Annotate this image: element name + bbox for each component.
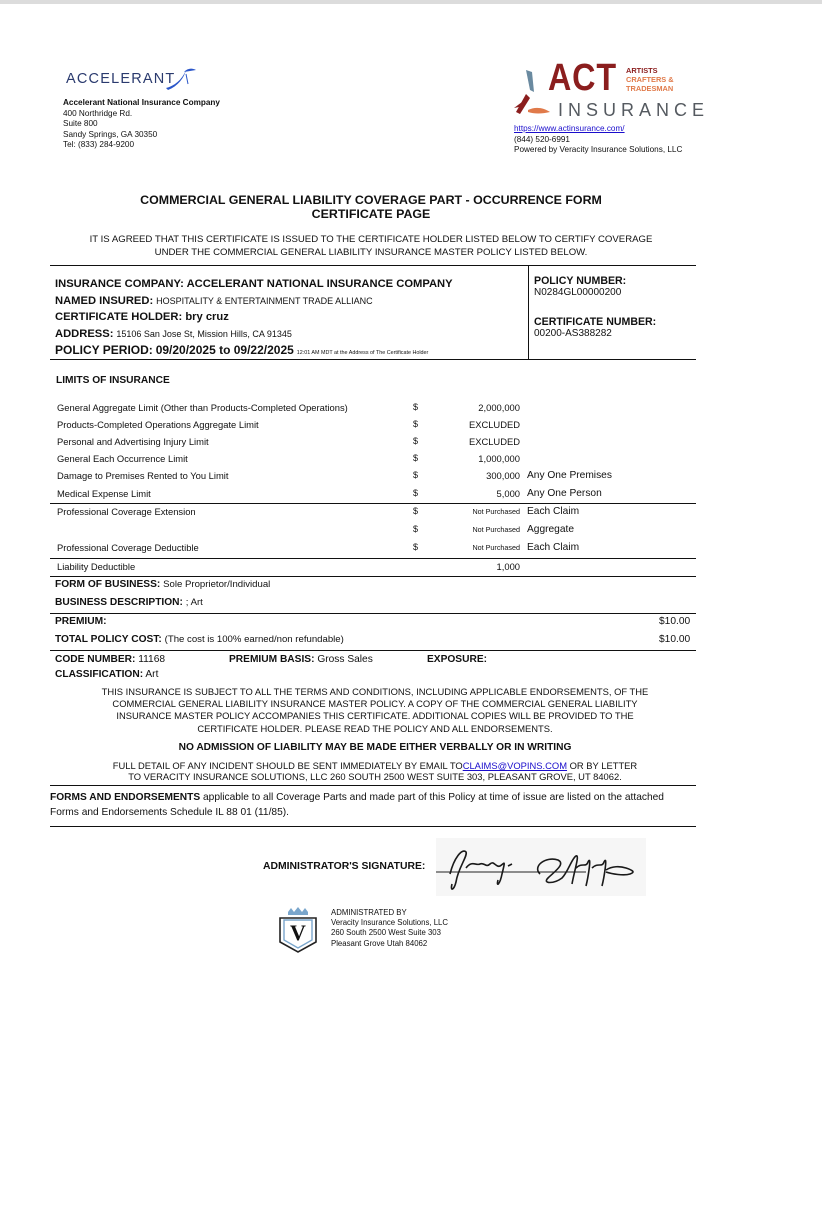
policy-period-value: 09/20/2025 to 09/22/2025: [155, 343, 294, 357]
act-logo-sub: INSURANCE: [558, 100, 710, 120]
classification-value: Art: [145, 669, 159, 680]
veracity-logo-letter: V: [290, 920, 306, 945]
limit-value: EXCLUDED: [468, 436, 520, 447]
insurance-company-row: [55, 276, 453, 293]
currency-symbol: $: [413, 470, 419, 480]
form-of-business-row: [55, 576, 270, 594]
forms-label: FORMS AND ENDORSEMENTS: [50, 792, 201, 803]
administrator-block: [331, 908, 448, 949]
business-description-row: [55, 594, 203, 612]
limit-value: 300,000: [486, 470, 520, 481]
insurer-address-line2: Suite 800: [63, 119, 98, 129]
limit-value: Not Purchased: [472, 543, 520, 552]
code-number-label: CODE NUMBER:: [55, 654, 136, 665]
limit-suffix: Each Claim: [527, 506, 580, 517]
disclaimer-line: THIS INSURANCE IS SUBJECT TO ALL THE TERMS AND CONDITIONS, INCLUDING APPLICABLE ENDORSEMENTS, OF THE: [101, 686, 649, 697]
address-label: ADDRESS:: [55, 327, 114, 340]
liability-deductible-value: 1,000: [496, 561, 520, 572]
limit-row: [57, 416, 697, 433]
limit-label: Products-Completed Operations Aggregate Limit: [57, 419, 259, 430]
divider: [50, 265, 696, 266]
divider: [50, 785, 696, 786]
professional-row: [57, 503, 697, 520]
administrator-address1: 260 South 2500 West Suite 303: [331, 928, 441, 938]
address-row: [55, 326, 453, 343]
premium-row: [55, 613, 695, 631]
agreement-text: [50, 234, 692, 259]
insurance-company-value: ACCELERANT NATIONAL INSURANCE COMPANY: [186, 278, 453, 290]
divider: [50, 359, 696, 360]
currency-symbol: $: [413, 453, 419, 463]
limit-value: EXCLUDED: [468, 419, 520, 430]
limits-heading: LIMITS OF INSURANCE: [56, 375, 170, 386]
policy-number-label: POLICY NUMBER:: [534, 275, 627, 287]
disclaimer-line: INSURANCE MASTER POLICY ACCOMPANIES THIS CERTIFICATE. ADDITIONAL COPIES WILL BE PROVIDED TO THE: [116, 710, 634, 722]
limit-label: Professional Coverage Extension: [57, 506, 196, 517]
act-brush-icon: [512, 68, 552, 118]
limit-row: [57, 450, 697, 467]
professional-row: [57, 539, 697, 556]
currency-symbol: $: [413, 488, 419, 498]
forms-endorsements-text: [50, 791, 690, 820]
classification-label: CLASSIFICATION:: [55, 669, 144, 680]
act-logo-main: ACT: [548, 57, 617, 99]
insurer-address-block: [63, 98, 220, 151]
policy-info-left: [55, 276, 453, 359]
liability-deductible-label: Liability Deductible: [57, 561, 136, 572]
currency-symbol: $: [413, 436, 419, 446]
policy-info-right: [534, 275, 656, 340]
act-tag3: TRADESMAN: [626, 84, 674, 93]
certificate-holder-value: bry cruz: [185, 311, 229, 323]
act-insurance-logo: [512, 57, 710, 124]
incident-text-post: OR BY LETTER: [567, 760, 638, 771]
code-number-value: 11168: [138, 654, 166, 665]
limit-value: 1,000,000: [478, 453, 520, 464]
premium-value: $10.00: [659, 616, 691, 627]
policy-number-value: N0284GL00000200: [534, 287, 622, 298]
policy-period-row: [55, 342, 453, 359]
business-description-label: BUSINESS DESCRIPTION:: [55, 597, 183, 608]
certificate-number-label: CERTIFICATE NUMBER:: [534, 316, 657, 328]
administrator-address2: Pleasant Grove Utah 84062: [331, 938, 428, 948]
exposure-row: [427, 651, 487, 669]
total-cost-row: [55, 631, 695, 649]
address-value: 15106 San Jose St, Mission Hills, CA 91345: [116, 328, 292, 339]
title-line2: CERTIFICATE PAGE: [311, 207, 431, 221]
act-tag2: CRAFTERS &: [626, 75, 674, 84]
incident-reporting-text: [55, 761, 695, 782]
form-of-business-label: FORM OF BUSINESS:: [55, 579, 161, 590]
named-insured-label: NAMED INSURED:: [55, 294, 154, 307]
total-cost-value: $10.00: [659, 634, 691, 645]
certificate-holder-row: [55, 309, 453, 326]
total-cost-label: TOTAL POLICY COST:: [55, 634, 162, 645]
insurer-address-line1: 400 Northridge Rd.: [63, 108, 133, 118]
no-admission-notice: NO ADMISSION OF LIABILITY MAY BE MADE EITHER VERBALLY OR IN WRITING: [178, 742, 572, 753]
insurer-phone: Tel: (833) 284-9200: [63, 140, 135, 150]
liability-deductible-row: [57, 558, 697, 575]
classification-row: [55, 666, 158, 684]
currency-symbol: $: [413, 419, 419, 429]
limit-row: [57, 467, 697, 484]
agency-website-link[interactable]: https://www.actinsurance.com/: [514, 124, 625, 133]
accelerant-logo-text: ACCELERANT: [66, 71, 176, 87]
certificate-holder-label: CERTIFICATE HOLDER:: [55, 311, 183, 323]
form-of-business-value: Sole Proprietor/Individual: [163, 579, 271, 590]
administrator-name: Veracity Insurance Solutions, LLC: [331, 918, 449, 928]
currency-symbol: $: [413, 506, 419, 516]
act-tag1: ARTISTS: [626, 66, 658, 75]
limit-value: Not Purchased: [472, 525, 520, 534]
policy-period-label: POLICY PERIOD:: [55, 343, 153, 357]
document-title: [50, 193, 692, 221]
accelerant-logo: [66, 70, 196, 98]
limit-value: Not Purchased: [472, 507, 520, 516]
bird-icon: [164, 66, 198, 92]
limit-label: General Each Occurrence Limit: [57, 453, 188, 464]
limit-label: Medical Expense Limit: [57, 488, 151, 499]
disclaimer-text: [55, 686, 695, 735]
total-cost-note: (The cost is 100% earned/non refundable): [164, 634, 344, 645]
certificate-number-value: 00200-AS388282: [534, 328, 612, 339]
limit-label: General Aggregate Limit (Other than Products-Completed Operations): [57, 402, 348, 413]
claims-email-link[interactable]: CLAIMS@VOPINS.COM: [462, 760, 568, 771]
premium-label: PREMIUM:: [55, 616, 107, 627]
forms-text: applicable to all Coverage Parts and made part of this Policy at time of issue are listed on the attached Forms and Endorsements Schedule IL 88 01 (11/85).: [50, 792, 664, 818]
signature-label: ADMINISTRATOR'S SIGNATURE:: [263, 861, 426, 872]
premium-basis-value: Gross Sales: [317, 654, 373, 665]
administrator-heading: ADMINISTRATED BY: [331, 908, 407, 917]
limit-label: Personal and Advertising Injury Limit: [57, 436, 209, 447]
insurance-company-label: INSURANCE COMPANY:: [55, 278, 184, 290]
divider: [50, 826, 696, 827]
limit-row: [57, 399, 697, 416]
title-line1: COMMERCIAL GENERAL LIABILITY COVERAGE PART - OCCURRENCE FORM: [140, 193, 602, 207]
limit-label: Professional Coverage Deductible: [57, 542, 199, 553]
limit-suffix: Each Claim: [527, 542, 580, 553]
named-insured-value: HOSPITALITY & ENTERTAINMENT TRADE ALLIANC: [156, 295, 373, 306]
agreement-line1: IT IS AGREED THAT THIS CERTIFICATE IS ISSUED TO THE CERTIFICATE HOLDER LISTED BELOW TO CERTIFY COVERAGE: [89, 234, 653, 245]
professional-row: [57, 521, 697, 538]
incident-text-pre: FULL DETAIL OF ANY INCIDENT SHOULD BE SENT IMMEDIATELY BY EMAIL TO: [112, 760, 463, 771]
limit-suffix: Any One Person: [527, 488, 602, 499]
limit-row: [57, 485, 697, 502]
limit-value: 2,000,000: [478, 402, 520, 413]
veracity-shield-logo: [278, 906, 318, 954]
premium-basis-label: PREMIUM BASIS:: [229, 654, 315, 665]
incident-text-line2: TO VERACITY INSURANCE SOLUTIONS, LLC 260 SOUTH 2500 WEST SUITE 303, PLEASANT GROVE, UT 84062.: [128, 770, 622, 782]
currency-symbol: $: [413, 542, 419, 552]
policy-period-note: 12:01 AM MDT at the Address of The Certificate Holder: [296, 350, 429, 356]
limit-row: [57, 433, 697, 450]
currency-symbol: $: [413, 524, 419, 534]
disclaimer-line: COMMERCIAL GENERAL LIABILITY INSURANCE MASTER POLICY. A COPY OF THE COMMERCIAL GENERAL LIABILITY: [112, 698, 638, 710]
agency-info-block: [514, 124, 689, 156]
agency-phone: (844) 520-6991: [514, 134, 570, 144]
divider-vertical: [528, 265, 529, 359]
business-description-value: ; Art: [185, 597, 203, 608]
administrator-signature: [436, 838, 646, 896]
limit-value: 5,000: [496, 488, 520, 499]
named-insured-row: [55, 293, 453, 310]
currency-symbol: $: [413, 402, 419, 412]
agreement-line2: UNDER THE COMMERCIAL GENERAL LIABILITY INSURANCE MASTER POLICY LISTED BELOW.: [154, 246, 588, 258]
insurer-name: Accelerant National Insurance Company: [63, 98, 220, 107]
disclaimer-line: CERTIFICATE HOLDER. PLEASE READ THE POLICY AND ALL ENDORSEMENTS.: [197, 722, 553, 734]
premium-basis-row: [229, 651, 373, 669]
limit-suffix: Any One Premises: [527, 470, 612, 481]
limit-suffix: Aggregate: [527, 524, 575, 535]
exposure-label: EXPOSURE:: [427, 654, 488, 665]
limit-label: Damage to Premises Rented to You Limit: [57, 470, 229, 481]
window-top-border: [0, 0, 822, 4]
agency-powered-by: Powered by Veracity Insurance Solutions, LLC: [514, 145, 683, 155]
insurer-address-line3: Sandy Springs, GA 30350: [63, 129, 158, 139]
